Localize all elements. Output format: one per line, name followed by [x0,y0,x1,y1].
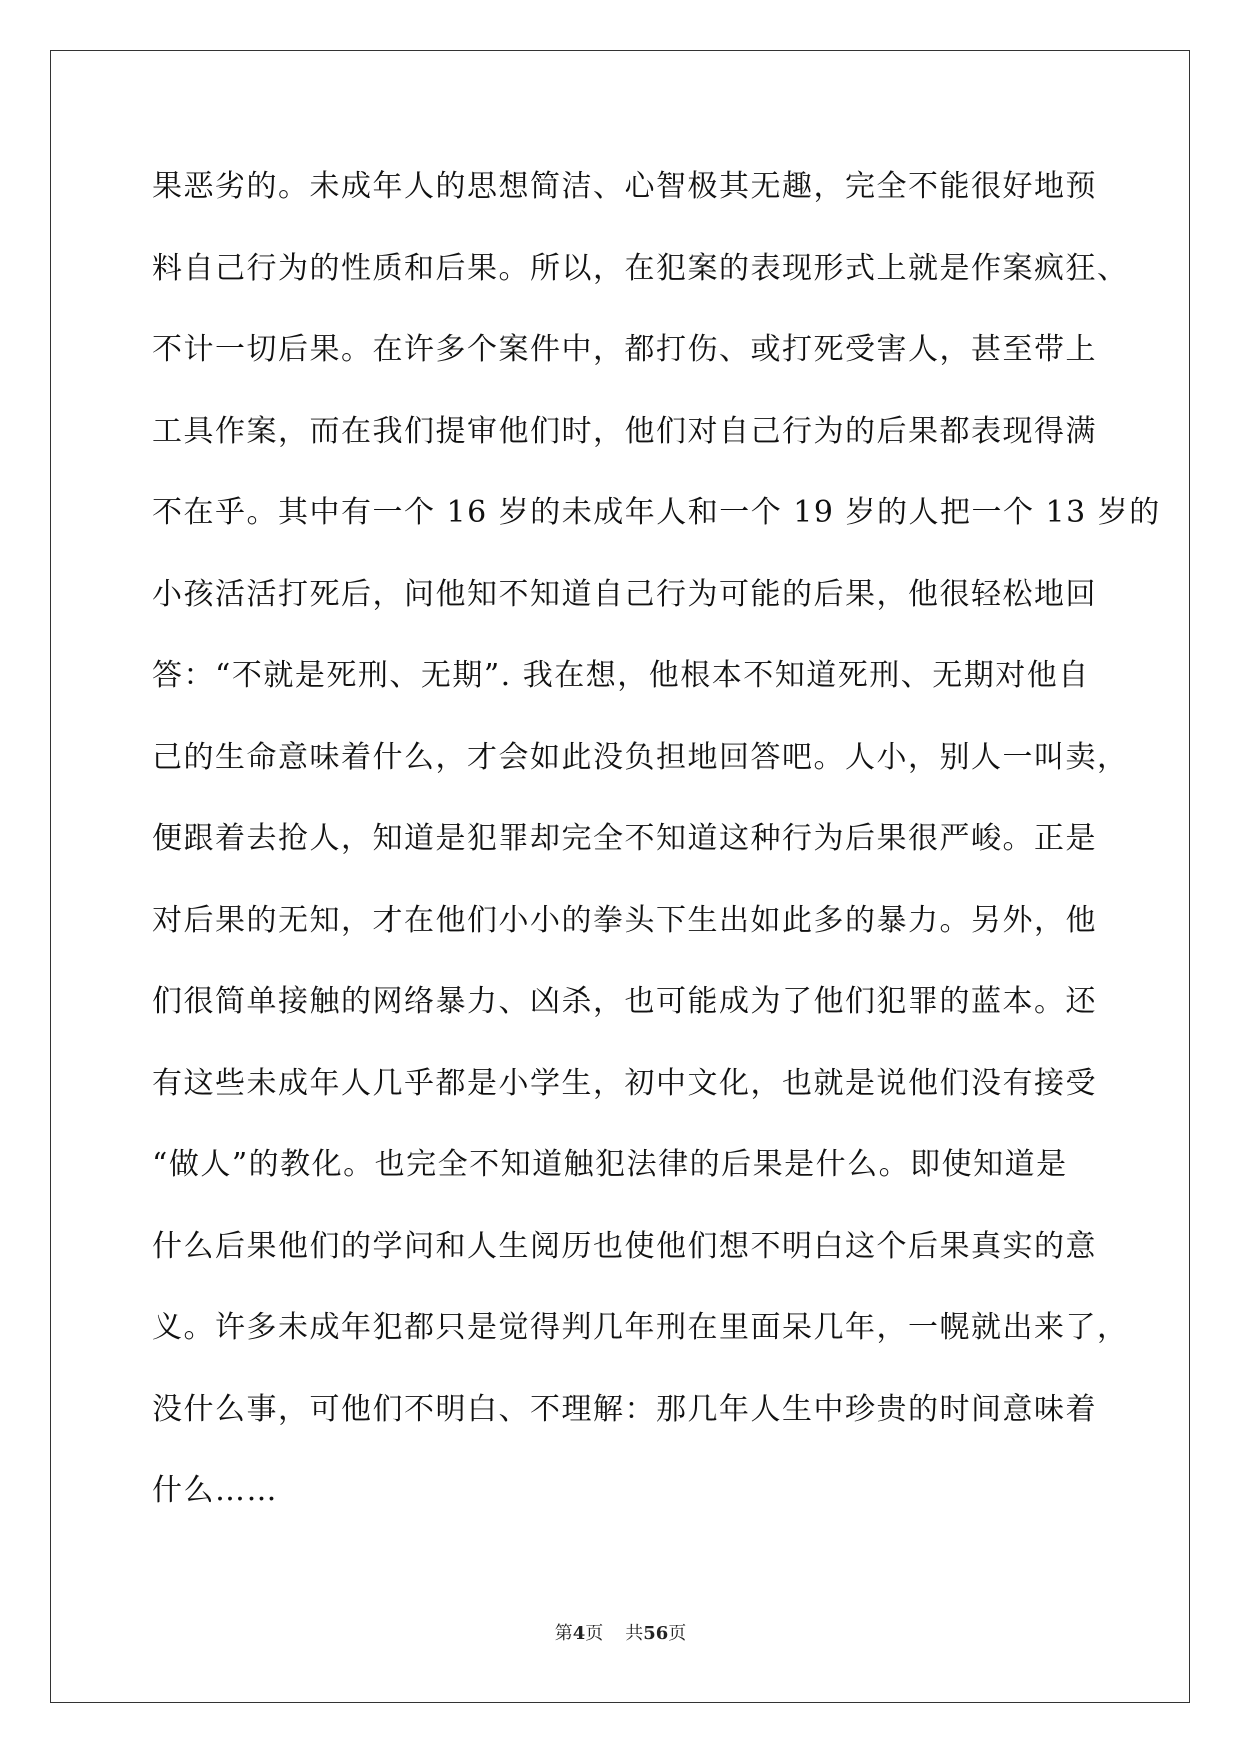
body-line: 有这些未成年人几乎都是小学生，初中文化，也就是说他们没有接受 [152,1065,1097,1101]
body-line: 工具作案，而在我们提审他们时，他们对自己行为的后果都表现得满 [152,413,1097,449]
page-footer [0,1622,1241,1646]
body-line: 料自己行为的性质和后果。所以，在犯案的表现形式上就是作案疯狂、 [152,250,1129,286]
page-suffix: 页 [585,1623,604,1644]
body-line: 小孩活活打死后，问他知不知道自己行为可能的后果，他很轻松地回 [152,576,1097,612]
body-line: 不计一切后果。在许多个案件中，都打伤、或打死受害人，甚至带上 [152,332,1097,367]
body-line: 果恶劣的。未成年人的思想简洁、心智极其无趣，完全不能很好地预 [152,169,1097,204]
body-line: 答：“不就是死刑、无期”. 我在想，他根本不知道死刑、无期对他自 [152,658,1090,693]
body-line: 们很简单接触的网络暴力、凶杀，也可能成为了他们犯罪的蓝本。还 [152,984,1097,1019]
total-prefix: 共 [625,1623,644,1644]
body-line: 义。许多未成年犯都只是觉得判几年刑在里面呆几年，一幌就出来了， [152,1310,1129,1345]
body-line: 什么后果他们的学问和人生阅历也使他们想不明白这个后果真实的意 [152,1228,1097,1264]
body-line: 己的生命意味着什么，才会如此没负担地回答吧。人小，别人一叫卖， [152,739,1129,775]
body-line: 便跟着去抢人，知道是犯罪却完全不知道这种行为后果很严峻。正是 [152,821,1097,856]
total-pages-number: 56 [643,1623,669,1644]
body-line: “做人”的教化。也完全不知道触犯法律的后果是什么。即使知道是 [152,1147,1068,1182]
body-line: 对后果的无知，才在他们小小的拳头下生出如此多的暴力。另外，他 [152,902,1097,938]
body-line: 没什么事，可他们不明白、不理解：那几年人生中珍贵的时间意味着 [152,1391,1097,1427]
body-text [152,162,1161,1548]
body-line: 什么…… [152,1473,278,1508]
page-prefix: 第 [554,1623,573,1644]
total-suffix: 页 [668,1623,687,1644]
current-page-number: 4 [572,1623,586,1644]
body-line: 不在乎。其中有一个 16 岁的未成年人和一个 19 岁的人把一个 13 岁的 [152,495,1161,530]
